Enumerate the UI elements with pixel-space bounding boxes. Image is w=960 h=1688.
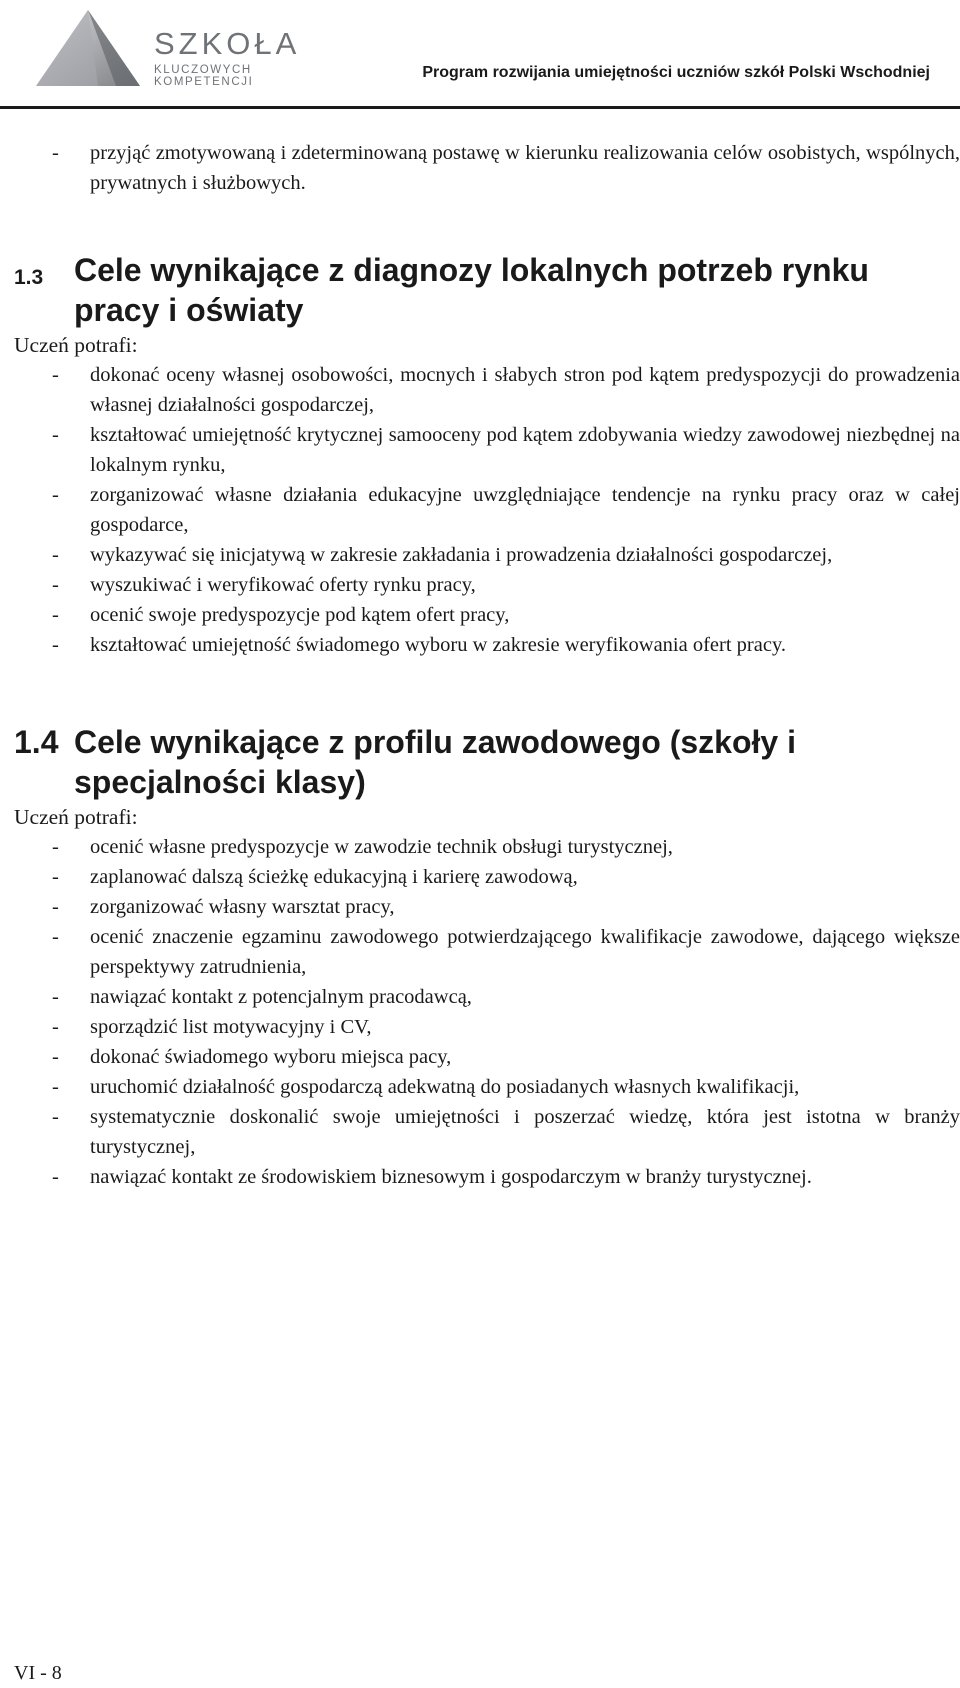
page-header (0, 0, 960, 112)
list-item (14, 600, 960, 630)
list-dash: - (52, 574, 59, 596)
list-item-text: kształtować umiejętność świadomego wyboru w zakresie weryfikowania ofert pracy. (90, 634, 786, 656)
list-item-text: kształtować umiejętność krytycznej samooceny pod kątem zdobywania wiedzy zawodowej niezbędnej na lokalnym rynku, (90, 424, 960, 476)
list-dash: - (52, 986, 59, 1008)
list-dash: - (52, 836, 59, 858)
list-dash: - (52, 866, 59, 888)
list-item (14, 138, 960, 198)
list-item-text: sporządzić list motywacyjny i CV, (90, 1016, 372, 1038)
list-dash: - (52, 896, 59, 918)
school-logo (28, 8, 328, 88)
list-dash: - (52, 424, 59, 446)
list-dash: - (52, 484, 59, 506)
list-dash: - (52, 634, 59, 656)
list-item (14, 630, 960, 660)
list-dash: - (52, 1016, 59, 1038)
header-rule (0, 106, 960, 109)
list-item-text: ocenić znaczenie egzaminu zawodowego potwierdzającego kwalifikacje zawodowe, dającego większe perspektywy zatrudnienia, (90, 926, 960, 978)
section-1-4-list (14, 832, 960, 1192)
page-number: VI - 8 (14, 1662, 62, 1684)
list-item (14, 420, 960, 480)
list-item-text: przyjąć zmotywowaną i zdeterminowaną postawę w kierunku realizowania celów osobistych, wspólnych, prywatnych i służbowych. (90, 142, 960, 194)
list-item (14, 1012, 960, 1042)
list-dash: - (52, 544, 59, 566)
list-item-text: zaplanować dalszą ścieżkę edukacyjną i karierę zawodową, (90, 866, 578, 888)
page-body (14, 138, 960, 1192)
list-dash: - (52, 364, 59, 386)
list-dash: - (52, 1106, 59, 1128)
program-title: Program rozwijania umiejętności uczniów szkół Polski Wschodniej (422, 64, 930, 81)
section-label: Uczeń potrafi: (14, 333, 138, 357)
section-title: Cele wynikające z diagnozy lokalnych potrzeb rynku pracy i oświaty (74, 252, 869, 328)
list-item (14, 862, 960, 892)
list-item (14, 832, 960, 862)
list-item (14, 1102, 960, 1162)
list-item (14, 1072, 960, 1102)
list-item-text: zorganizować własne działania edukacyjne uwzględniające tendencje na rynku pracy oraz w całej gospodarce, (90, 484, 960, 536)
list-item (14, 480, 960, 540)
section-label: Uczeń potrafi: (14, 805, 138, 829)
list-item-text: nawiązać kontakt ze środowiskiem biznesowym i gospodarczym w branży turystycznej. (90, 1166, 812, 1188)
logo-mark-icon (28, 8, 148, 88)
list-item-text: dokonać świadomego wyboru miejsca pacy, (90, 1046, 452, 1068)
list-item-text: zorganizować własny warsztat pracy, (90, 896, 395, 918)
list-item-text: ocenić własne predyspozycje w zawodzie technik obsługi turystycznej, (90, 836, 673, 858)
list-dash: - (52, 1046, 59, 1068)
list-item-text: uruchomić działalność gospodarczą adekwatną do posiadanych własnych kwalifikacji, (90, 1076, 800, 1098)
section-heading-1-4 (14, 722, 960, 802)
intro-list (14, 138, 960, 198)
list-item (14, 570, 960, 600)
list-dash: - (52, 1076, 59, 1098)
list-dash: - (52, 926, 59, 948)
list-item-text: dokonać oceny własnej osobowości, mocnych i słabych stron pod kątem predyspozycji do prowadzenia własnej działalności gospodarczej, (90, 364, 960, 416)
list-item (14, 1042, 960, 1072)
section-number: 1.3 (14, 266, 44, 289)
list-item (14, 892, 960, 922)
logo-word: SZKOŁA (154, 26, 301, 61)
list-item-text: wykazywać się inicjatywą w zakresie zakładania i prowadzenia działalności gospodarczej, (90, 544, 833, 566)
list-item (14, 982, 960, 1012)
list-item-text: systematycznie doskonalić swoje umiejętności i poszerzać wiedzę, która jest istotna w branży turystycznej, (90, 1106, 960, 1158)
section-title: Cele wynikające z profilu zawodowego (szkoły i specjalności klasy) (74, 724, 796, 800)
list-dash: - (52, 142, 59, 164)
list-dash: - (52, 1166, 59, 1188)
list-item (14, 540, 960, 570)
list-dash: - (52, 604, 59, 626)
section-number: 1.4 (14, 724, 59, 760)
list-item (14, 1162, 960, 1192)
list-item-text: ocenić swoje predyspozycje pod kątem ofert pracy, (90, 604, 510, 626)
list-item-text: wyszukiwać i weryfikować oferty rynku pracy, (90, 574, 476, 596)
logo-subtitle: KLUCZOWYCH KOMPETENCJI (154, 64, 254, 88)
list-item (14, 360, 960, 420)
list-item (14, 922, 960, 982)
list-item-text: nawiązać kontakt z potencjalnym pracodawcą, (90, 986, 472, 1008)
section-heading-1-3 (14, 250, 960, 330)
section-1-3-list (14, 360, 960, 660)
